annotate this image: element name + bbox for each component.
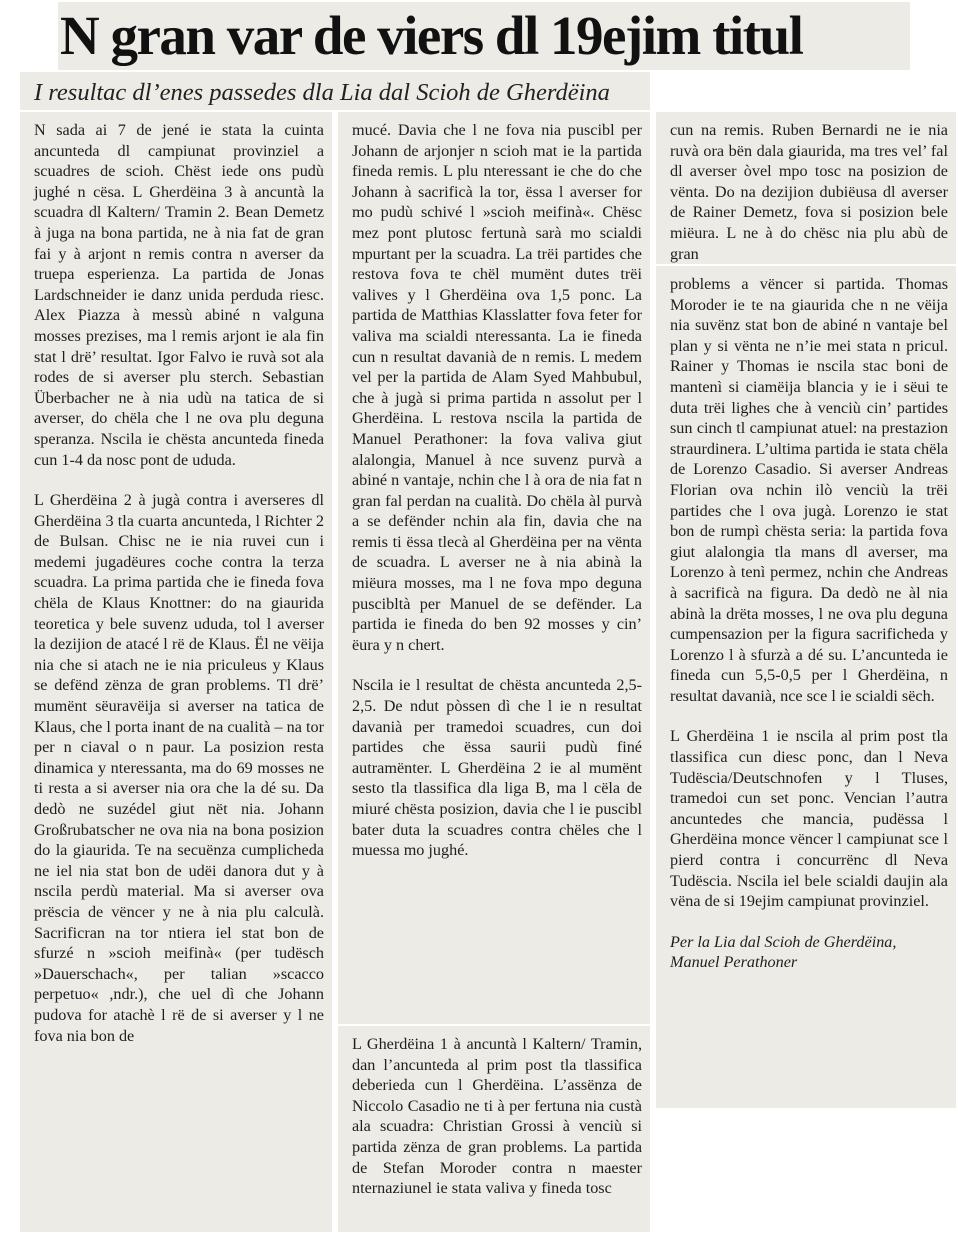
paragraph: problems a vëncer si partida. Thomas Moroder ie te na giaurida che n ne vëija nia suvënz stat bon de abiné n vantaje bel plan y si vënta ne n’ie mei stata n pricul. Rainer y Thomas ie nscila stac boni de mantenì si ciamëija blancia y ie i sëui te duta trëi lighes che à venciù cin’ partides sun cinch tl campiunat atuel: na prestazion straurdinera. L’ultima partida ie stata chëla de Lorenzo Casadio. Si averser Andreas Florian ova nchin ilò venciù la trëi partides che l ova jugà. Lorenzo ie stat bon de rumpì chësta seria: la partida fova giut alalongia tla mans dl averser, ma Lorenzo à tenì permez, nchin che Andreas à sacrificà na figura. Da dedò ne àl nia abinà la drëta mosses, l ne ova plu deguna cumpensazion per la figura sacrificheda y Lorenzo l à sfurzà a dé su. L’ancunteda ie fineda cun 5,5-0,5 per l Gherdëina, n resultat davanià, nce sce l ie scialdi sëch. (670, 275, 948, 705)
paragraph: mucé. Davia che l ne fova nia puscibl per Johann de arjonjer n scioh mat ie la partida fineda remis. L plu nteressant ie che do che Johann à sacrificà la tor, ëssa l averser for mo pudù schivé l »scioh meifinà«. Chësc mez pont plutosc fertunà sarà mo scialdi mpurtant per la scuadra. La trëi partides che restova fova te chël mumënt dutes trëi valives y l Gherdëina ova 1,5 ponc. La partida de Matthias Klasslatter fova feter for valiva ma scialdi nteressanta. La ie fineda cun n resultat davanià de n remis. L medem vel per la partida de Alam Syed Mahbubul, che à jugà si prima partida n assolut per l Gherdëina. L restova nscila la partida de Manuel Perathoner: la fova valiva giut alalongia, Manuel à nce suvenz purvà a abiné n vantaje, nchin che l à ora de nia fat n gran fal perdan na cualità. Do chëla àl purvà a se defënder nchin ala fin, davia che na remis ti ëssa tlecà al Gherdëina per na vënta de scuadra. L averser ne à nia abinà la miëura mosses, ma l ne fova mpo deguna puscibltà per Manuel de se defënder. La partida ie fineda do ben 92 mosses y cin’ ëura y n chert. (352, 121, 642, 654)
author-signature: Per la Lia dal Scioh de Gherdëina, Manuel Perathoner (670, 932, 897, 972)
article-subheadline: I resultac dl’enes passedes dla Lia dal Scioh de Gherdëina (34, 79, 610, 106)
paragraph: L Gherdëina 1 ie nscila al prim post tla tlassifica cun diesc ponc, dan l Neva Tudëscia/Deutschnofen y l Tluses, tramedoi cun set ponc. Vencian l’autra ancuntedes che mancia, pudëssa l Gherdëina monce vëncer l campiunat sce l pierd contra i concurrënc dl Neva Tudëscia. Nscila iel bele scialdi daujin ala vëna de si 19ejim campiunat provinziel. (670, 727, 948, 911)
article-column-3 (656, 112, 956, 264)
headline-block (58, 2, 910, 70)
paragraph: N sada ai 7 de jené ie stata la cuinta ancunteda dl campiunat provinziel a scuadres de scioh. Chëst iede ons pudù jughé n cësa. L Gherdëina 3 à ancuntà la scuadra dl Kaltern/ Tramin 2. Bean Demetz à juga na bona partida, ne à nia fat de gran fai y à arjont n remis contra n averser da truepa esperienza. La partida de Jonas Lardschneider ie danz unida perduda riesc. Alex Piazza à messù abiné n valguna mosses prezises, ma l remis arjont ie ala fin stat l drë’ resultat. Igor Falvo ie ruvà sot ala rodes de si averser plu sterch. Sebastian Überbacher ne à nia udù na tatica de si averser, do chëla che l ne ova plu deguna speranza. Nscila ie chësta ancunteda fineda cun 1-4 da nosc pont de ududa. (34, 121, 324, 469)
article-column-1 (20, 112, 332, 1232)
paragraph: cun na remis. Ruben Bernardi ne ie nia ruvà ora bën dala giaurida, ma tres vel’ fal dl averser òvel mpo tosc na posizion de vënta. Do na dezijion dubiëusa dl averser de Rainer Demetz, fova si posizion bele miëura. L ne à do chësc nia plu abù de gran (670, 121, 948, 263)
article-headline: N gran var de viers dl 19ejim titul (60, 5, 803, 66)
paragraph: L Gherdëina 2 à jugà contra i averseres dl Gherdëina 3 tla cuarta ancunteda, l Richter 2 de Bulsan. Chisc ne ie nia ruvei cun i medemi jugadëures coche contra la terza scuadra. La prima partida che ie fineda fova chëla de Klaus Knottner: do na giaurida teoretica y bele suvenz ududa, tol l averser la dezijion de atacé l rë de Klaus. Ël ne vëija nia che si atach ne ie nia priculeus y Klaus se defënd zënza de gran problems. Tl drë’ mumënt sëuravëija si averser na tatica de Klaus, che l porta inant de na cualità – na tor per n ciaval o n paur. La posizion resta dinamica y nteressanta, ma do 69 mosses ne ti resta a si averser nia ora che la dé su. Da dedò ne suzédel giut nët nia. Johann Großrubatscher ne ova nia na bona posizion do la giaurida. Te na secuënza cumplicheda ne iel nia stat bon de udëi danora dut y à nscila perdù material. Ma si averser ova prëscia de vëncer y ne à nia plu calculà. Sacrificran na tor ntiera iel stat bon de sfurzé n »scioh meifinà« (per tudësch »Dauerschach«, per talian »scacco perpetuo« ,ndr.), che uel dì che Johann pudova for atachè l rë de si averser y l ne fova nia bon de (34, 491, 324, 1045)
article-column-3-continued (656, 266, 956, 1108)
subheadline-block (20, 72, 650, 110)
paragraph: Nscila ie l resultat de chësta ancunteda 2,5-2,5. De ndut pòssen dì che l ie n resultat davanià per tramedoi scuadres, cun doi partides che ëssa saurii pudù finé autramënter. L Gherdëina 2 ie al mumënt sesto tla tlassifica dla liga B, ma l cëla de miuré chësta posizion, davia che l ie puscibl bater duta la scuadres contra chëles che l muessa mo jughé. (352, 676, 642, 860)
article-column-2-continued (338, 1026, 650, 1232)
paragraph: L Gherdëina 1 à ancuntà l Kaltern/ Tramin, dan l’ancunteda al prim post tla tlassifica deberieda cun l Gherdëina. L’assënza de Niccolo Casadio ne ti à per fertuna nia custà ala scuadra: Christian Grossi à venciù si partida zënza de gran problems. La partida de Stefan Moroder contra n maester nternaziunel ie stata valiva y fineda tosc (352, 1035, 642, 1198)
article-column-2 (338, 112, 650, 1024)
